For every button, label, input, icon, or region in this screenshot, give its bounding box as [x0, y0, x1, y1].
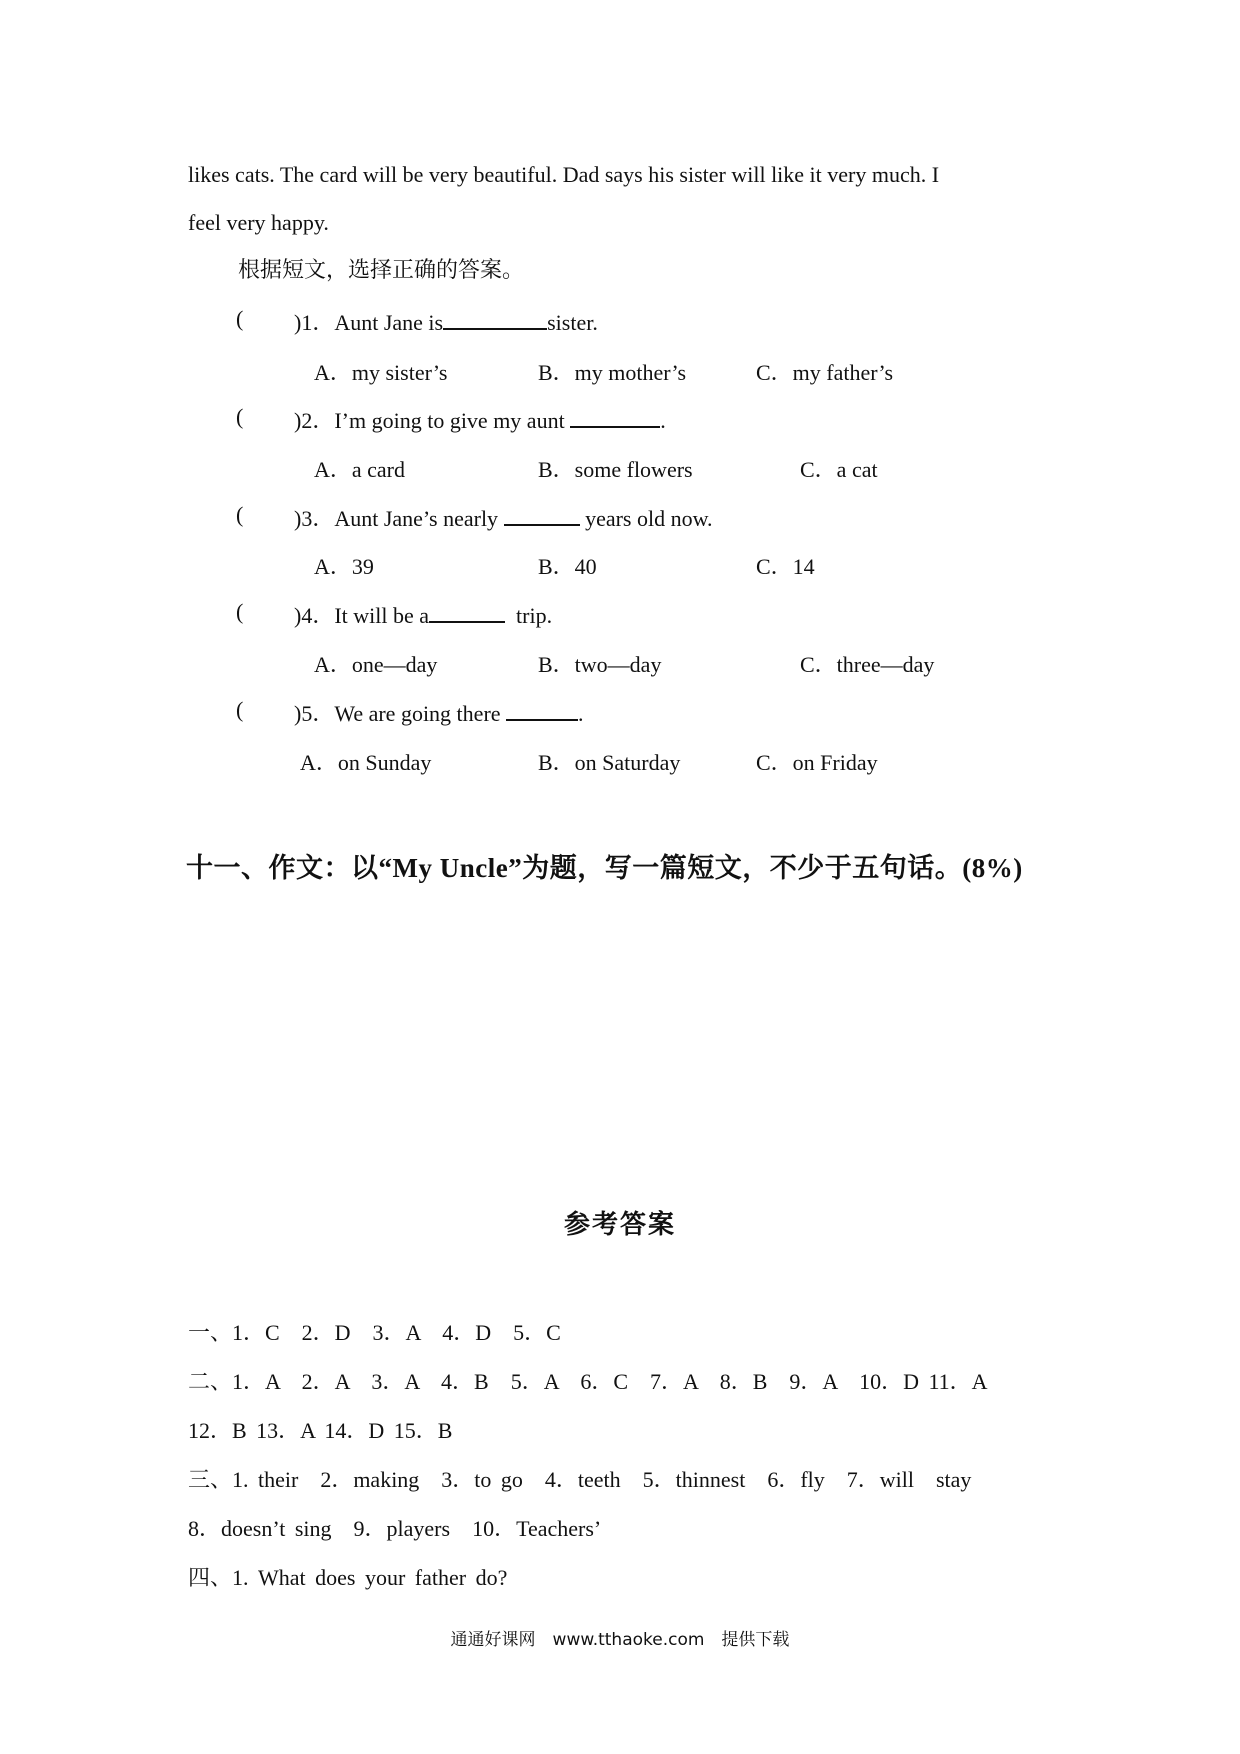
question-5-options [0, 746, 1240, 776]
question-3-options [0, 550, 1240, 580]
fill-blank [570, 406, 660, 428]
answer-paren: ( [236, 404, 244, 429]
passage-line-2: feel very happy. [188, 210, 329, 235]
answer-paren: ( [236, 306, 244, 331]
stem-before: )4．It will be a [294, 603, 430, 628]
question-1 [0, 306, 1240, 336]
passage-line-1: likes cats. The card will be very beautiful. Dad says his sister will like it very much. I [188, 162, 940, 187]
option-c: C．14 [756, 554, 815, 579]
page-footer: 通通好课网 www.tthaoke.com 提供下载 [450, 1630, 790, 1650]
stem-before: )1．Aunt Jane is [294, 310, 444, 335]
fill-blank [506, 699, 578, 721]
option-c: C．a cat [800, 457, 878, 482]
answer-line-3: 12．B 13．A 14．D 15．B [188, 1418, 453, 1443]
question-stem [294, 697, 584, 728]
stem-after: trip. [516, 603, 553, 628]
question-stem [294, 502, 713, 533]
question-stem [294, 306, 598, 337]
answer-line-1: 一、1．C 2．D 3．A 4．D 5．C [188, 1320, 561, 1345]
option-b: B．40 [538, 554, 597, 579]
section-11-title: 十一、作文：以“My Uncle”为题，写一篇短文，不少于五句话。(8%) [186, 853, 1023, 883]
question-stem [294, 599, 552, 630]
stem-after: . [660, 408, 666, 433]
fill-blank [429, 601, 505, 623]
question-5 [0, 697, 1240, 727]
option-c: C．my father’s [756, 360, 894, 385]
instruction-text: 根据短文，选择正确的答案。 [238, 257, 525, 282]
option-c: C．three—day [800, 652, 935, 677]
question-2 [0, 404, 1240, 434]
answer-paren: ( [236, 502, 244, 527]
fill-blank [504, 504, 580, 526]
question-2-options [0, 453, 1240, 483]
option-a: A．39 [314, 554, 374, 579]
question-stem [294, 404, 666, 435]
answer-key-title: 参考答案 [563, 1210, 676, 1239]
option-c: C．on Friday [756, 750, 878, 775]
question-4 [0, 599, 1240, 629]
option-a: A．on Sunday [300, 750, 432, 775]
option-b: B．on Saturday [538, 750, 681, 775]
option-b: B．some flowers [538, 457, 693, 482]
option-a: A．my sister’s [314, 360, 448, 385]
question-3 [0, 502, 1240, 532]
stem-before: )3．Aunt Jane’s nearly [294, 506, 499, 531]
question-4-options [0, 648, 1240, 678]
answer-paren: ( [236, 697, 244, 722]
option-a: A．one—day [314, 652, 438, 677]
fill-blank [443, 308, 547, 330]
answer-line-2: 二、1．A 2．A 3．A 4．B 5．A 6．C 7．A 8．B 9．A 10．D 11．A [188, 1369, 988, 1394]
stem-before: )5．We are going there [294, 701, 501, 726]
stem-after: sister. [547, 310, 598, 335]
stem-after: . [578, 701, 584, 726]
answer-line-4: 三、1. their 2．making 3．to go 4．teeth 5．thinnest 6．fly 7．will stay [188, 1467, 972, 1492]
option-b: B．my mother’s [538, 360, 687, 385]
option-a: A．a card [314, 457, 406, 482]
answer-line-5: 8．doesn’t sing 9．players 10．Teachers’ [188, 1516, 602, 1541]
answer-line-6: 四、1. What does your father do? [188, 1565, 508, 1590]
answer-paren: ( [236, 599, 244, 624]
question-1-options [0, 356, 1240, 386]
stem-after: years old now. [585, 506, 713, 531]
option-b: B．two—day [538, 652, 662, 677]
stem-before: )2．I’m going to give my aunt [294, 408, 565, 433]
